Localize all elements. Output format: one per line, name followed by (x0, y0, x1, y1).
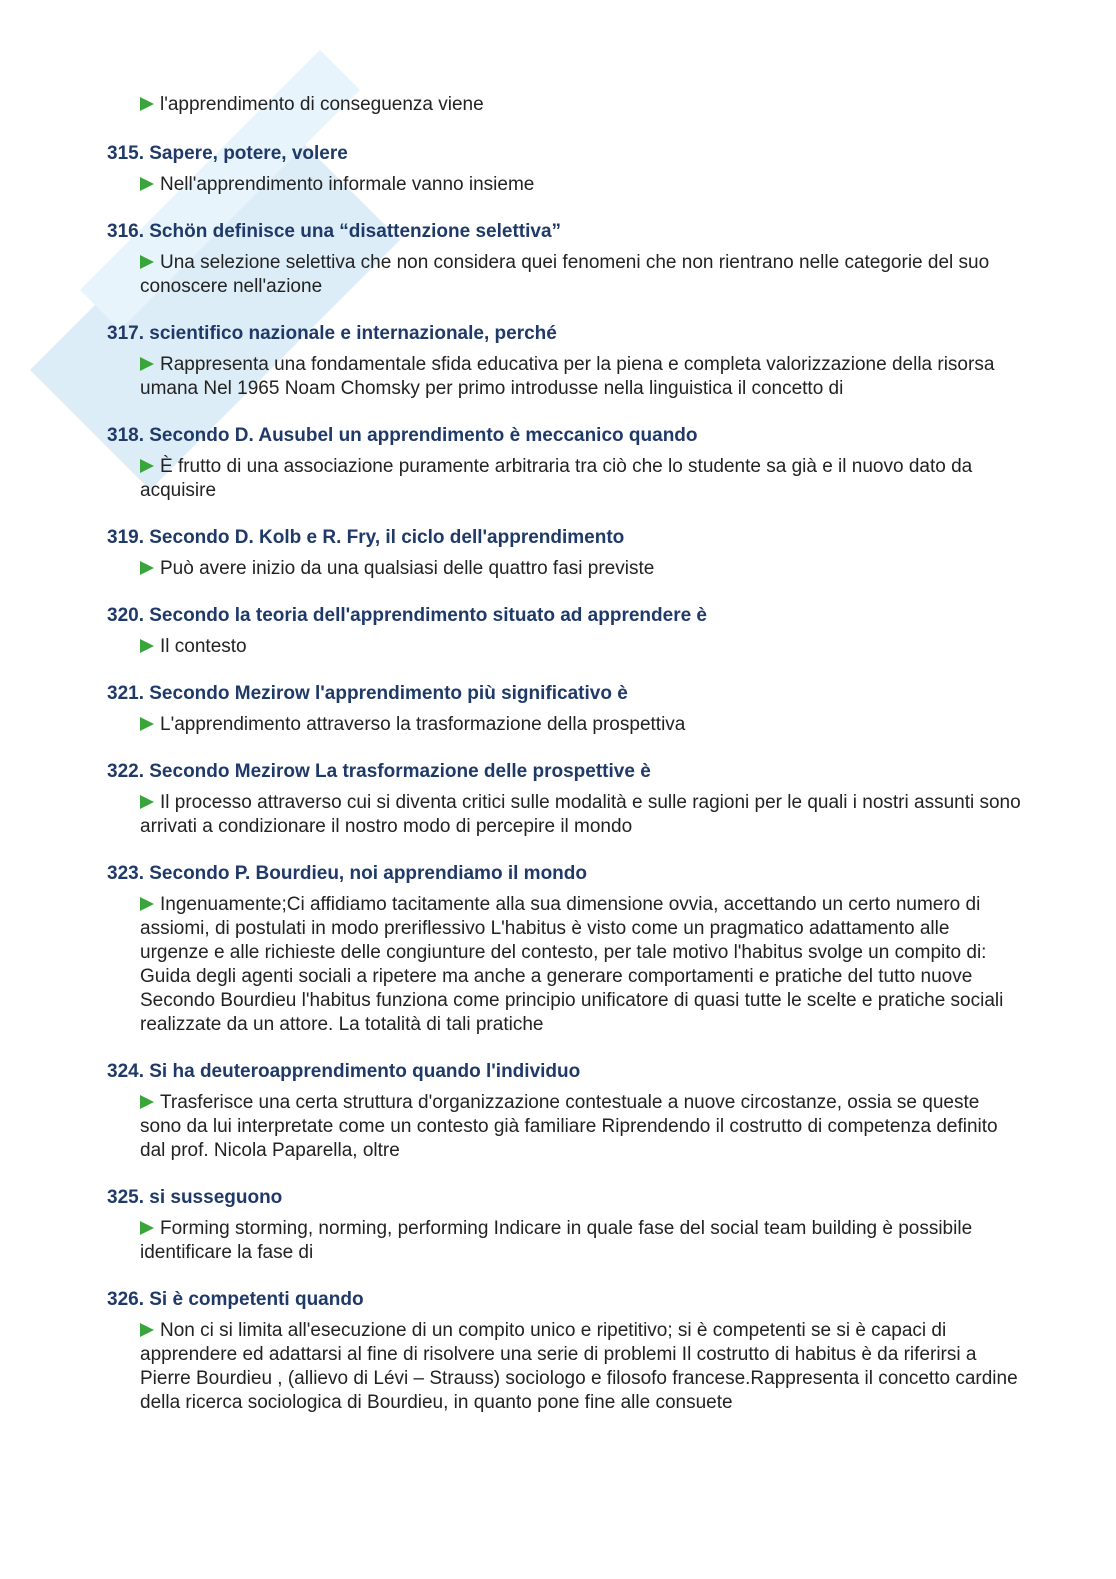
answer-text: È frutto di una associazione puramente arbitraria tra ciò che lo studente sa già e il nuovo dato da acquisire (140, 456, 973, 501)
answer (140, 893, 1022, 1037)
answer-bullet-icon (140, 255, 154, 269)
question-title: 324. Si ha deuteroapprendimento quando l'individuo (107, 1061, 581, 1082)
answer-text: Rappresenta una fondamentale sfida educativa per la piena e completa valorizzazione della risorsa umana Nel 1965 Noam Chomsky per primo introdusse nella linguistica il concetto di (140, 354, 995, 399)
question-title: 317. scientifico nazionale e internazionale, perché (107, 323, 557, 344)
answer-bullet-icon (140, 1221, 154, 1235)
question-item (107, 760, 1022, 839)
question-list (107, 142, 1022, 1438)
question-title: 321. Secondo Mezirow l'apprendimento più significativo è (107, 683, 628, 704)
answer (140, 1091, 1022, 1163)
question-title: 325. si susseguono (107, 1187, 283, 1208)
answer (140, 1319, 1022, 1415)
question-title: 322. Secondo Mezirow La trasformazione delle prospettive è (107, 761, 651, 782)
answer-bullet-icon (140, 97, 154, 111)
answer-bullet-icon (140, 717, 154, 731)
answer-bullet-icon (140, 357, 154, 371)
answer-text: Ingenuamente;Ci affidiamo tacitamente alla sua dimensione ovvia, accettando un certo numero di assiomi, di postulati in modo preriflessivo L'habitus è visto come un pragmatico adattamento alle urgenze e alle richieste delle congiunture del contesto, per tale motivo l'habitus svolge un compito di: Guida degli agenti sociali a ripetere ma anche a generare comportamenti e pratiche del tutto nuove Secondo Bourdieu l'habitus funziona come principio unificatore di quasi tutte le scelte e pratiche sociali realizzate da un attore. La totalità di tali pratiche (140, 894, 1004, 1035)
question-title: 316. Schön definisce una “disattenzione selettiva” (107, 221, 562, 242)
answer-text: Trasferisce una certa struttura d'organizzazione contestuale a nuove circostanze, ossia se queste sono da lui interpretate come un contesto già familiare Riprendendo il costrutto di competenza definito dal prof. Nicola Paparella, oltre (140, 1092, 998, 1161)
question-item (107, 1186, 1022, 1265)
question-title: 326. Si è competenti quando (107, 1289, 364, 1310)
answer-text: Il processo attraverso cui si diventa critici sulle modalità e sulle ragioni per le quali i nostri assunti sono arrivati a condizionare il nostro modo di percepire il mondo (140, 792, 1021, 837)
answer (140, 251, 1022, 299)
answer-bullet-icon (140, 897, 154, 911)
answer-bullet-icon (140, 1323, 154, 1337)
question-item (107, 526, 1022, 581)
question-title: 320. Secondo la teoria dell'apprendimento situato ad apprendere è (107, 605, 708, 626)
question-title: 323. Secondo P. Bourdieu, noi apprendiamo il mondo (107, 863, 587, 884)
question-item (107, 220, 1022, 299)
question-item (107, 424, 1022, 503)
answer-text: Nell'apprendimento informale vanno insieme (160, 174, 535, 195)
question-item (107, 862, 1022, 1037)
answer (140, 791, 1022, 839)
answer-text: Non ci si limita all'esecuzione di un compito unico e ripetitivo; si è competenti se si è capaci di apprendere ed adattarsi al fine di risolvere una serie di problemi Il costrutto di habitus è da riferirsi a Pierre Bourdieu , (allievo di Lévi – Strauss) sociologo e filosofo francese.Rappresenta il concetto cardine della ricerca sociologica di Bourdieu, in quanto pone fine alle consuete (140, 1320, 1018, 1413)
answer (140, 353, 1022, 401)
answer-text: L'apprendimento attraverso la trasformazione della prospettiva (160, 714, 686, 735)
answer (140, 455, 1022, 503)
answer-continuation (140, 93, 1020, 117)
answer-text: Può avere inizio da una qualsiasi delle quattro fasi previste (160, 558, 655, 579)
answer (140, 1217, 1022, 1265)
answer-text: l'apprendimento di conseguenza viene (160, 94, 484, 115)
question-title: 319. Secondo D. Kolb e R. Fry, il ciclo dell'apprendimento (107, 527, 625, 548)
question-item (107, 142, 1022, 197)
answer (140, 173, 1022, 197)
question-title: 315. Sapere, potere, volere (107, 143, 348, 164)
answer-bullet-icon (140, 177, 154, 191)
question-item (107, 322, 1022, 401)
answer (140, 713, 1022, 737)
answer (140, 557, 1022, 581)
answer-bullet-icon (140, 639, 154, 653)
question-item (107, 682, 1022, 737)
question-item (107, 1288, 1022, 1415)
answer-bullet-icon (140, 459, 154, 473)
answer-bullet-icon (140, 561, 154, 575)
answer-text: Il contesto (160, 636, 247, 657)
answer-text: Forming storming, norming, performing Indicare in quale fase del social team building è possibile identificare la fase di (140, 1218, 973, 1263)
answer (140, 635, 1022, 659)
question-item (107, 1060, 1022, 1163)
answer-bullet-icon (140, 795, 154, 809)
question-title: 318. Secondo D. Ausubel un apprendimento è meccanico quando (107, 425, 698, 446)
answer-text: Una selezione selettiva che non considera quei fenomeni che non rientrano nelle categorie del suo conoscere nell'azione (140, 252, 990, 297)
answer-bullet-icon (140, 1095, 154, 1109)
question-item (107, 604, 1022, 659)
